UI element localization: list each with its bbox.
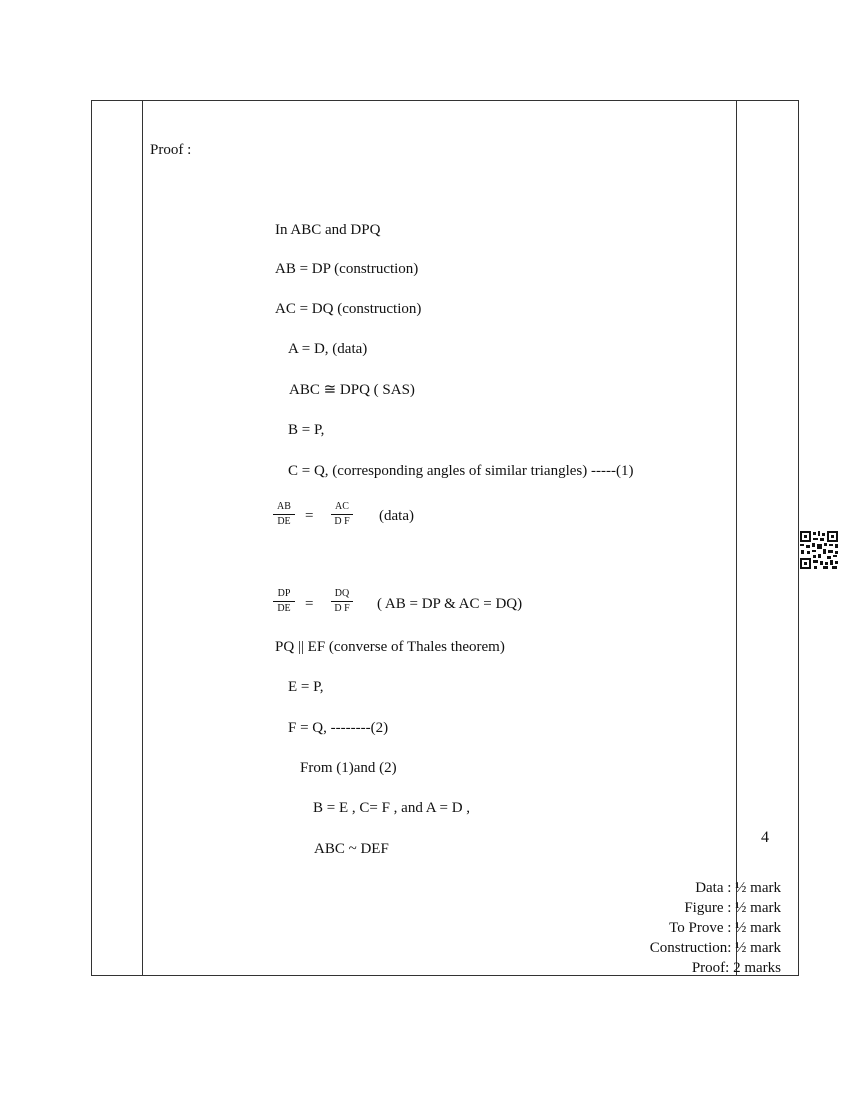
proof-line-14: B = E , C= F , and A = D , xyxy=(313,800,471,816)
proof-line-8-reason: (data) xyxy=(379,508,414,524)
proof-heading: Proof : xyxy=(150,142,192,158)
equals-sign: = xyxy=(305,596,314,612)
marking-scheme-item: Construction: ½ mark xyxy=(649,940,781,956)
fraction-dp-de xyxy=(273,588,295,615)
proof-line-3: AC = DQ (construction) xyxy=(275,301,422,317)
marking-scheme-item: Figure : ½ mark xyxy=(684,900,781,916)
qr-code-icon xyxy=(799,530,839,570)
equals-sign: = xyxy=(305,508,314,524)
fraction-denominator: D F xyxy=(334,603,350,614)
proof-line-10: PQ || EF (converse of Thales theorem) xyxy=(275,639,505,655)
fraction-denominator: D F xyxy=(334,516,350,527)
marking-scheme-item: Proof: 2 marks xyxy=(691,960,781,976)
fraction-numerator: DQ xyxy=(331,588,353,602)
proof-line-4: A = D, (data) xyxy=(288,341,368,357)
proof-line-1: In ABC and DPQ xyxy=(275,222,381,238)
column-divider-left xyxy=(142,101,143,975)
marking-scheme-item: To Prove : ½ mark xyxy=(669,920,781,936)
total-marks: 4 xyxy=(761,829,769,846)
fraction-dq-df xyxy=(331,588,353,615)
proof-line-7: C = Q, (corresponding angles of similar triangles) -----(1) xyxy=(288,463,634,479)
proof-line-13: From (1)and (2) xyxy=(300,760,397,776)
fraction-ab-de xyxy=(273,501,295,528)
proof-line-5: ABC ≅ DPQ ( SAS) xyxy=(289,382,415,398)
fraction-numerator: AC xyxy=(331,501,353,515)
fraction-numerator: AB xyxy=(273,501,295,515)
proof-line-9-reason: ( AB = DP & AC = DQ) xyxy=(377,596,523,612)
proof-line-15: ABC ~ DEF xyxy=(314,841,389,857)
fraction-denominator: DE xyxy=(277,603,291,614)
column-divider-right xyxy=(736,101,737,975)
marking-scheme xyxy=(650,878,781,978)
answer-table xyxy=(91,100,799,976)
proof-line-6: B = P, xyxy=(288,422,325,438)
proof-line-12: F = Q, --------(2) xyxy=(288,720,389,736)
marking-scheme-item: Data : ½ mark xyxy=(695,880,781,896)
fraction-denominator: DE xyxy=(277,516,291,527)
fraction-ac-df xyxy=(331,501,353,528)
proof-line-2: AB = DP (construction) xyxy=(275,261,419,277)
fraction-numerator: DP xyxy=(273,588,295,602)
proof-line-11: E = P, xyxy=(288,679,324,695)
